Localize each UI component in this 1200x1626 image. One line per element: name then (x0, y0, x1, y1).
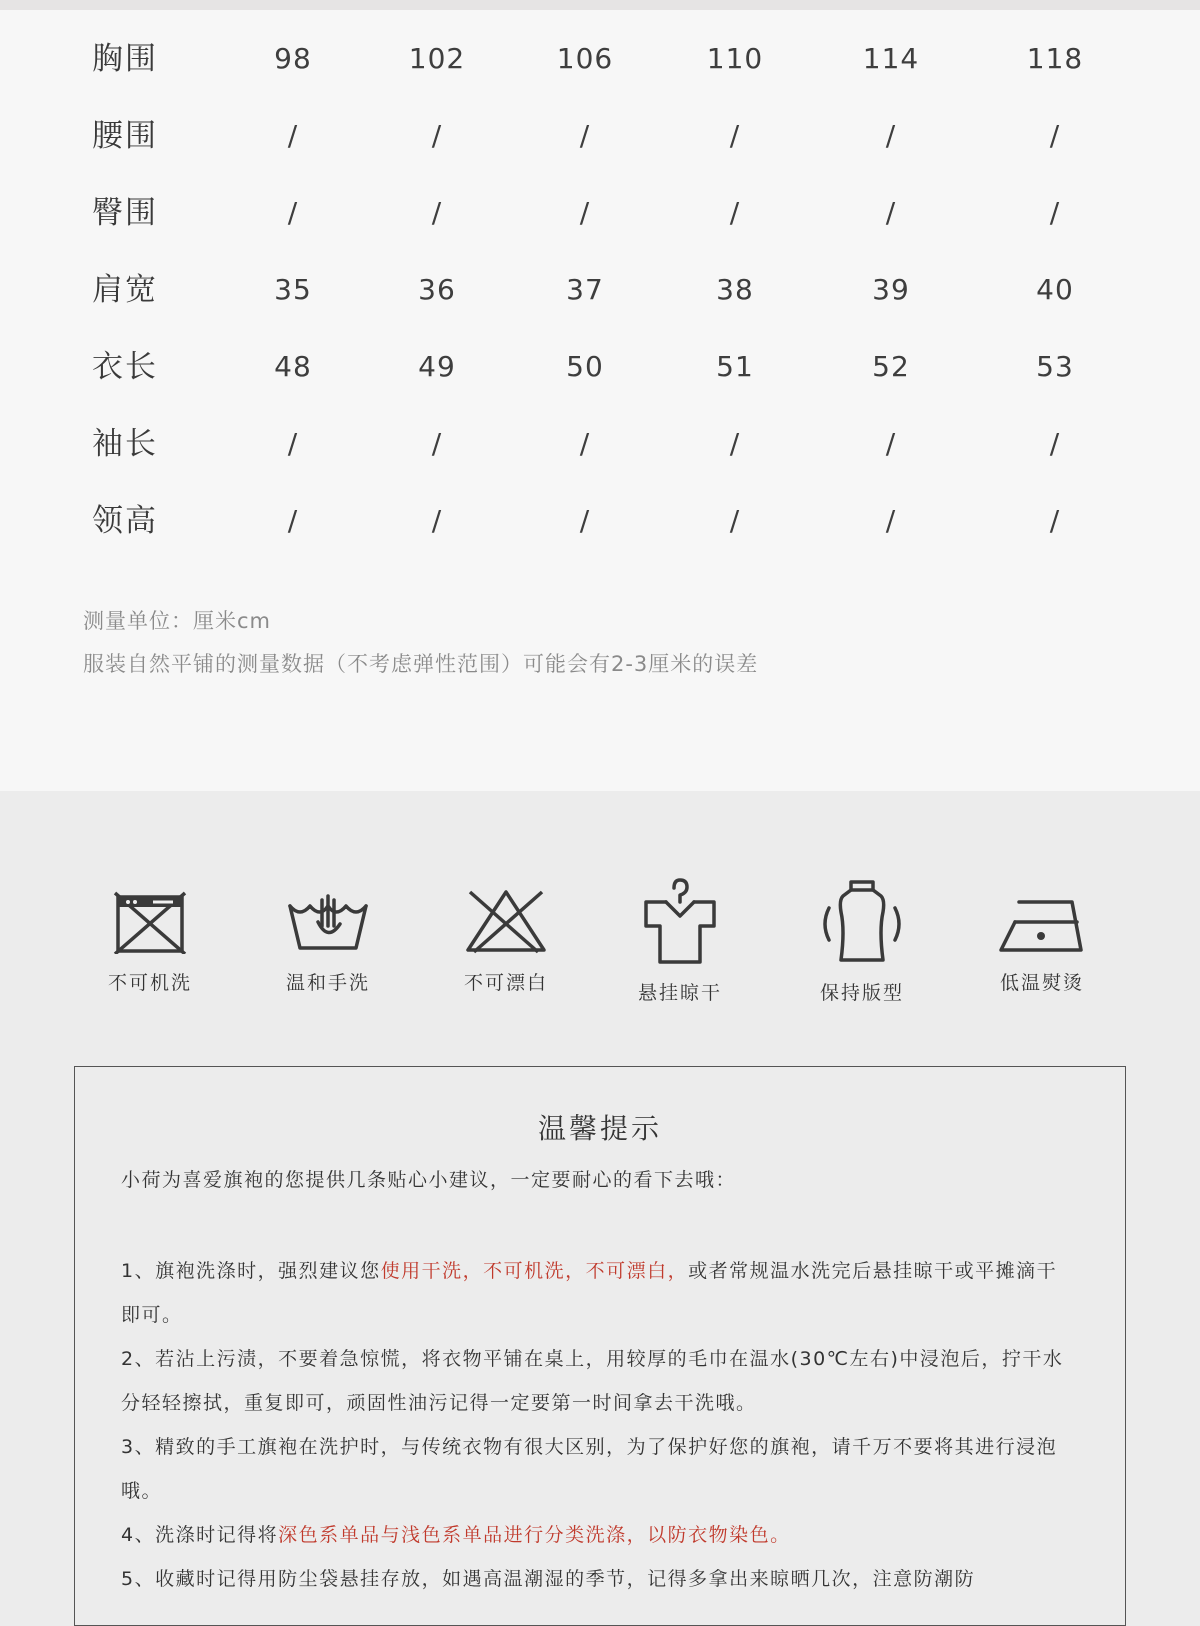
size-cell: / (1049, 196, 1061, 229)
size-cell: / (287, 196, 299, 229)
unit-note: 测量单位：厘米cm (83, 609, 272, 633)
size-cell: / (431, 427, 443, 460)
tip-highlight: 深色系单品与浅色系单品进行分类洗涤，以防衣物染色 (278, 1524, 771, 1546)
row-label: 袖长 (92, 426, 158, 462)
size-row-length (0, 335, 1200, 412)
size-cell: 40 (1036, 273, 1074, 306)
error-note: 服装自然平铺的测量数据（不考虑弹性范围）可能会有2-3厘米的误差 (83, 652, 759, 676)
row-label: 胸围 (92, 41, 158, 77)
care-label: 保持版型 (819, 982, 904, 1004)
size-cell: 49 (418, 350, 456, 383)
size-row-hip (0, 181, 1200, 258)
size-row-collar (0, 489, 1200, 566)
tip-text: 4、洗涤时记得将 (121, 1524, 279, 1546)
size-cell: 48 (274, 350, 312, 383)
care-label: 温和手洗 (285, 972, 370, 994)
keep-shape-icon (817, 878, 907, 964)
size-cell: 38 (716, 273, 754, 306)
size-cell: 110 (706, 42, 764, 75)
size-cell: 118 (1026, 42, 1084, 75)
size-cell: / (579, 119, 591, 152)
size-cell: 51 (716, 350, 754, 383)
row-label: 臀围 (92, 195, 158, 231)
size-cell: / (579, 196, 591, 229)
size-row-bust (0, 27, 1200, 104)
size-cell: / (431, 119, 443, 152)
care-label: 低温熨烫 (999, 972, 1084, 994)
care-label: 不可漂白 (463, 972, 548, 994)
tip-highlight: 使用干洗，不可机洗，不可漂白， (380, 1260, 689, 1282)
tips-intro: 小荷为喜爱旗袍的您提供几条贴心小建议，一定要耐心的看下去哦： (121, 1169, 737, 1191)
size-table (0, 27, 1200, 566)
size-cell: / (287, 119, 299, 152)
care-item-low-iron (957, 878, 1127, 995)
size-cell: / (729, 504, 741, 537)
care-item-keep-shape (777, 878, 947, 1005)
tip-3: 3、精致的手工旗袍在洗护时，与传统衣物有很大区别，为了保护好您的旗袍，请千万不要将其进行浸泡哦。 (121, 1436, 1058, 1502)
hand-wash-icon (286, 878, 370, 954)
size-cell: / (579, 504, 591, 537)
size-cell: / (287, 504, 299, 537)
tips-list (121, 1249, 1071, 1601)
size-cell: / (885, 196, 897, 229)
size-cell: / (1049, 119, 1061, 152)
row-label: 领高 (92, 503, 158, 539)
size-cell: / (1049, 504, 1061, 537)
size-cell: 39 (872, 273, 910, 306)
size-cell: / (1049, 427, 1061, 460)
tip-5: 5、收藏时记得用防尘袋悬挂存放，如遇高温潮湿的季节，记得多拿出来晾晒几次，注意防潮防 (121, 1568, 976, 1590)
tip-4 (121, 1513, 1071, 1557)
care-item-hand-wash (243, 878, 413, 995)
size-cell: / (431, 196, 443, 229)
row-label: 肩宽 (92, 272, 158, 308)
tip-highlight: 。 (770, 1524, 791, 1546)
care-item-no-bleach (421, 878, 591, 995)
size-cell: / (885, 427, 897, 460)
size-cell: 98 (274, 42, 312, 75)
tip-text: 1、旗袍洗涤时，强烈建议您 (121, 1260, 381, 1282)
tips-box (74, 1066, 1126, 1626)
size-chart-section (0, 10, 1200, 791)
size-row-sleeve (0, 412, 1200, 489)
size-cell: 35 (274, 273, 312, 306)
tip-1 (121, 1249, 1071, 1337)
size-cell: 37 (566, 273, 604, 306)
no-machine-wash-icon (113, 878, 187, 954)
size-row-shoulder (0, 258, 1200, 335)
care-label: 悬挂晾干 (637, 982, 722, 1004)
size-cell: 102 (408, 42, 466, 75)
size-cell: 52 (872, 350, 910, 383)
care-label: 不可机洗 (107, 972, 192, 994)
care-item-hang-dry (595, 878, 765, 1005)
size-cell: 106 (556, 42, 614, 75)
size-cell: 50 (566, 350, 604, 383)
size-row-waist (0, 104, 1200, 181)
care-icons (0, 878, 1200, 1018)
size-cell: / (885, 504, 897, 537)
size-cell: / (579, 427, 591, 460)
hang-dry-icon (640, 878, 720, 964)
no-bleach-icon (464, 878, 548, 954)
care-item-no-machine-wash (65, 878, 235, 995)
low-iron-icon (997, 878, 1087, 954)
size-cell: 114 (862, 42, 920, 75)
row-label: 衣长 (92, 349, 158, 385)
tips-title: 温馨提示 (537, 1112, 662, 1145)
row-label: 腰围 (92, 118, 158, 154)
size-cell: / (729, 196, 741, 229)
size-cell: / (885, 119, 897, 152)
size-cell: 36 (418, 273, 456, 306)
size-cell: / (287, 427, 299, 460)
top-strip (0, 0, 1200, 10)
size-cell: 53 (1036, 350, 1074, 383)
size-cell: / (431, 504, 443, 537)
size-cell: / (729, 119, 741, 152)
tip-text: 或者常规温水洗完后悬挂晾干或平摊滴干即可。 (121, 1260, 1058, 1326)
size-cell: / (729, 427, 741, 460)
tip-2: 2、若沾上污渍，不要着急惊慌，将衣物平铺在桌上，用较厚的毛巾在温水(30℃左右)中浸泡后，拧干水分轻轻擦拭，重复即可，顽固性油污记得一定要第一时间拿去干洗哦。 (121, 1348, 1064, 1414)
